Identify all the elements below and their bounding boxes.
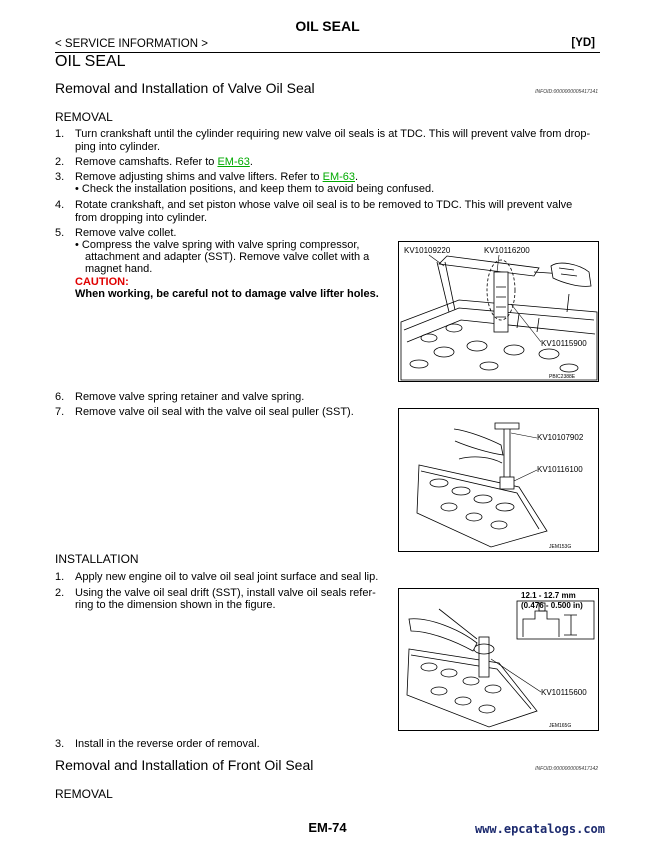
step-text: Using the valve oil seal drift (SST), install valve oil seals refer- — [75, 587, 376, 599]
valve-oil-seal-heading: Removal and Installation of Valve Oil Seal — [55, 80, 315, 96]
dimension-in: (0.476 - 0.500 in) — [521, 601, 583, 610]
step-text: Apply new engine oil to valve oil seal joint surface and seal lip. — [75, 571, 379, 583]
install-step-1 — [55, 571, 600, 584]
caution-label: CAUTION: — [75, 276, 129, 288]
valve-oil-seal-puller-figure — [398, 408, 599, 552]
service-information-label: < SERVICE INFORMATION > — [55, 38, 208, 50]
step-1 — [55, 128, 600, 154]
figure-label: KV10115600 — [541, 688, 587, 697]
valve-oil-seal-drift-figure — [398, 588, 599, 731]
step-text: Remove valve oil seal with the valve oil seal puller (SST). — [75, 406, 354, 418]
valve-spring-compressor-figure — [398, 241, 599, 382]
figure-label: KV10115900 — [541, 339, 587, 348]
em-63-link[interactable]: EM-63 — [217, 156, 250, 168]
step-text: from dropping into cylinder. — [75, 212, 208, 224]
step-text: Remove adjusting shims and valve lifters. Refer to — [75, 171, 323, 183]
dimension-mm: 12.1 - 12.7 mm — [521, 591, 576, 600]
page-number: EM-74 — [308, 820, 347, 835]
step-bullet: Check the installation positions, and keep them to avoid being confused. — [81, 183, 435, 195]
install-step-2 — [55, 587, 395, 613]
step-text: Install in the reverse order of removal. — [75, 738, 260, 750]
step-number: 1. — [55, 128, 65, 140]
em-63-link[interactable]: EM-63 — [322, 171, 356, 183]
website-url[interactable]: www.epcatalogs.com — [474, 822, 605, 836]
step-number: 3. — [55, 738, 65, 750]
figure-code: PBIC2388E — [549, 374, 576, 380]
front-oil-seal-heading: Removal and Installation of Front Oil Seal — [55, 757, 314, 773]
step-bullet: Compress the valve spring with valve spring compressor, — [81, 239, 360, 251]
step-text: Remove valve collet. — [75, 227, 177, 239]
figure-label: KV10116200 — [484, 246, 530, 255]
step-text: ring to the dimension shown in the figure. — [75, 599, 276, 611]
step-text: Turn crankshaft until the cylinder requiring new valve oil seals is at TDC. This will prevent valve from drop- — [75, 128, 591, 140]
step-4 — [55, 199, 600, 225]
figure-code: JEM153G — [549, 544, 572, 550]
model-code: [YD] — [571, 37, 595, 49]
step-bullet: attachment and adapter (SST). Remove valve collet with a — [85, 251, 370, 263]
section-title: OIL SEAL — [55, 53, 126, 70]
figure-label: KV10107902 — [537, 433, 584, 442]
install-step-3 — [55, 738, 600, 751]
info-id: INFOID:0000000005417141 — [535, 89, 598, 95]
step-2 — [55, 156, 600, 169]
step-number: 2. — [55, 587, 65, 599]
step-text: Remove valve spring retainer and valve spring. — [75, 391, 305, 403]
step-text: ping into cylinder. — [75, 141, 160, 153]
step-bullet: magnet hand. — [85, 263, 153, 275]
step-text: Remove camshafts. Refer to — [75, 156, 218, 168]
step-number: 5. — [55, 227, 65, 239]
installation-heading: INSTALLATION — [55, 552, 139, 566]
step-number: 6. — [55, 391, 65, 403]
step-text: . — [249, 156, 253, 168]
step-number: 2. — [55, 156, 65, 168]
step-number: 1. — [55, 571, 65, 583]
step-number: 3. — [55, 171, 65, 183]
caution-text: When working, be careful not to damage valve lifter holes. — [75, 288, 379, 300]
header-divider — [55, 52, 600, 53]
page-header-title: OIL SEAL — [295, 18, 360, 34]
step-number: 7. — [55, 406, 65, 418]
step-3: 3. Remove adjusting shims and valve lifters. Refer to EM-63. • Check the installation positions, and keep them to avoid being confused. — [55, 171, 435, 195]
step-text: . — [355, 171, 359, 183]
step-number: 4. — [55, 199, 65, 211]
figure-label: KV10109220 — [404, 246, 451, 255]
step-5: 5. Remove valve collet. • Compress the valve spring with valve spring compressor, attachment and adapter (SST). Remove valve collet with a magnet hand. CAUTION: When working, be careful not to damage valve lifter holes. — [55, 227, 379, 300]
step-text: Rotate crankshaft, and set piston whose valve oil seal is to be removed to TDC. This will prevent valve — [75, 199, 573, 211]
figure-label: KV10116100 — [537, 465, 583, 474]
figure-code: JEM165G — [549, 723, 572, 729]
front-removal-heading: REMOVAL — [55, 787, 113, 801]
info-id: INFOID:0000000005417142 — [535, 766, 598, 772]
step-6 — [55, 391, 600, 404]
removal-heading: REMOVAL — [55, 110, 113, 124]
